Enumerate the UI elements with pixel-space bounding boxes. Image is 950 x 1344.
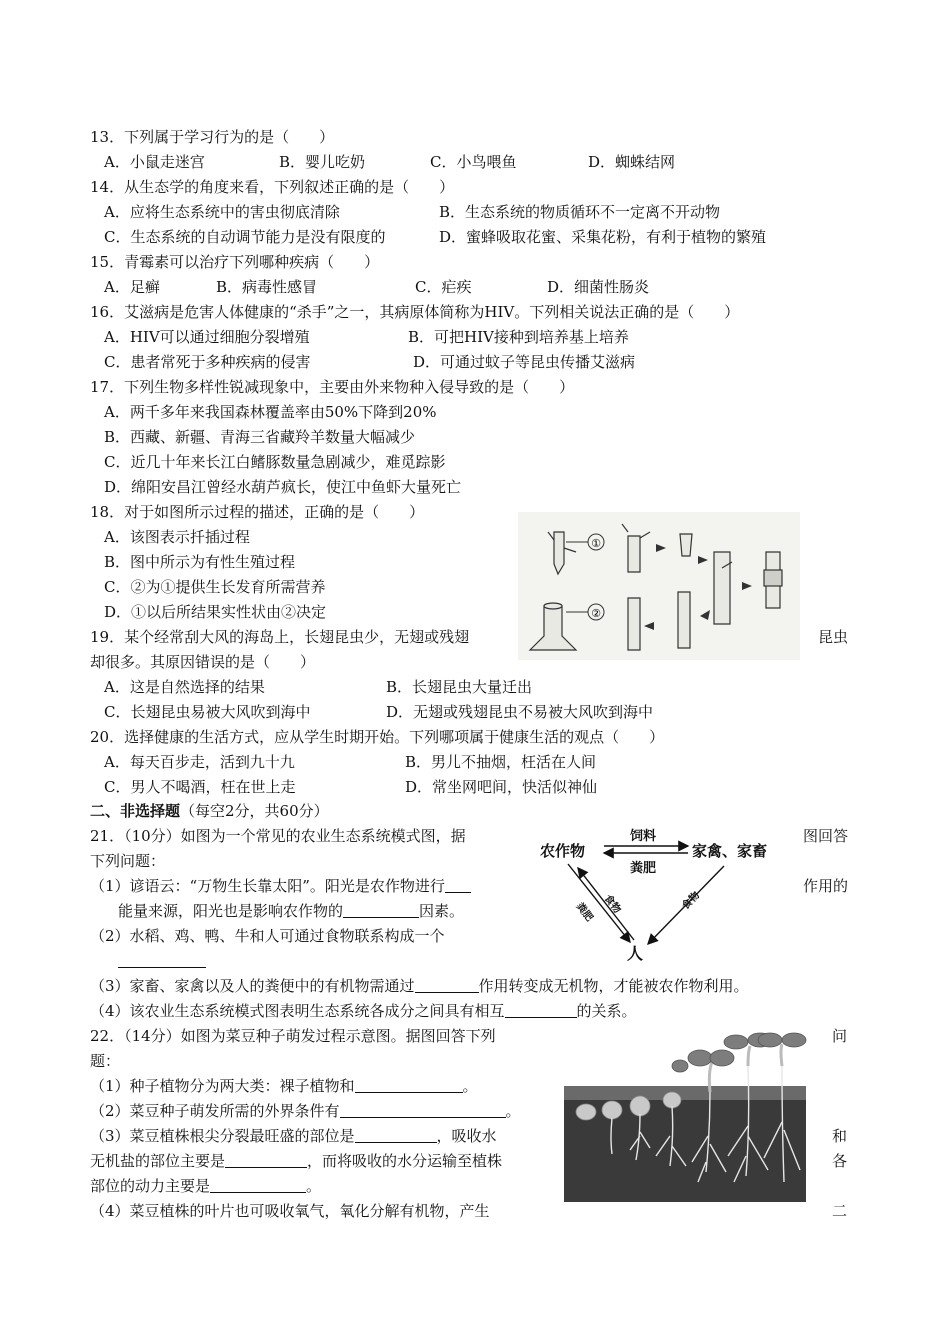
q20-option-b: B．男儿不抽烟，枉活在人间 xyxy=(405,753,597,771)
q22-stem-line1-end: 问 xyxy=(832,1027,848,1045)
q22-p3-end: 。 xyxy=(306,1177,322,1195)
q19-option-b: B．长翅昆虫大量迁出 xyxy=(386,678,533,696)
q19-stem-line1-end: 昆虫 xyxy=(818,628,849,646)
q18-option-d: D．①以后所结果实性状由②决定 xyxy=(104,603,327,621)
q22-p2-text: （2）菜豆种子萌发所需的外界条件有 xyxy=(90,1102,340,1120)
answer-blank[interactable] xyxy=(355,1128,437,1143)
q21-part2: （2）水稻、鸡、鸭、牛和人可通过食物联系构成一个 xyxy=(90,927,445,945)
q22-p1-text: （1）种子植物分为两大类：裸子植物和 xyxy=(90,1077,355,1095)
q19-stem-line1: 19．某个经常刮大风的海岛上，长翅昆虫少，无翅或残翅 xyxy=(90,628,470,646)
q21-stem-line2: 下列问题： xyxy=(90,852,166,870)
q20-option-a: A．每天百步走，活到九十九 xyxy=(104,753,295,771)
q16-option-c: C．患者常死于多种疾病的侵害 xyxy=(104,353,311,371)
q22-p1-end: 。 xyxy=(462,1077,478,1095)
q16-stem: 16．艾滋病是危害人体健康的“杀手”之一，其病原体简称为HIV。下列相关说法正确的是（ ） xyxy=(90,303,740,321)
answer-blank[interactable] xyxy=(340,1103,506,1118)
q21-stem-line1: 21．（10分）如图为一个常见的农业生态系统模式图，据 xyxy=(90,827,466,845)
q18-option-b: B．图中所示为有性生殖过程 xyxy=(104,553,296,571)
q17-option-c: C．近几十年来长江白鳍豚数量急剧减少，难觅踪影 xyxy=(104,453,446,471)
q22-p3-text2: ，吸收水 xyxy=(436,1127,497,1145)
q14-option-d: D．蜜蜂吸取花蜜、采集花粉，有利于植物的繁殖 xyxy=(439,228,767,246)
q22-part1 xyxy=(90,1076,478,1096)
q15-option-c: C．疟疾 xyxy=(415,278,472,296)
q14-option-a: A．应将生态系统中的害虫彻底清除 xyxy=(104,203,340,221)
q21-part4 xyxy=(90,1001,637,1021)
q17-option-b: B．西藏、新疆、青海三省藏羚羊数量大幅减少 xyxy=(104,428,416,446)
q15-option-a: A．足癣 xyxy=(104,278,160,296)
q21-p1-text: （1）谚语云：“万物生长靠太阳”。阳光是农作物进行 xyxy=(90,877,445,895)
node-human: 人 xyxy=(627,944,644,963)
q17-option-d: D．绵阳安昌江曾经水葫芦疯长，使江中鱼虾大量死亡 xyxy=(104,478,462,496)
q19-stem-line2: 却很多。其原因错误的是（ ） xyxy=(90,653,316,671)
answer-blank[interactable] xyxy=(210,1178,306,1193)
q14-stem: 14．从生态学的角度来看，下列叙述正确的是（ ） xyxy=(90,178,455,196)
q22-part4-end: 二 xyxy=(832,1202,848,1220)
edge-food-1: 食物 xyxy=(601,893,623,916)
q22-p3-text3: 无机盐的部位主要是 xyxy=(90,1152,226,1170)
q20-option-d: D．常坐网吧间，快活似神仙 xyxy=(405,778,598,796)
q22-stem-line1: 22．（14分）如图为菜豆种子萌发过程示意图。据图回答下列 xyxy=(90,1027,496,1045)
q13-stem: 13．下列属于学习行为的是（ ） xyxy=(90,128,335,146)
q14-option-c: C．生态系统的自动调节能力是没有限度的 xyxy=(104,228,386,246)
q15-option-b: B．病毒性感冒 xyxy=(216,278,318,296)
answer-blank[interactable] xyxy=(225,1153,307,1168)
edge-food-2: 食物 xyxy=(680,890,703,913)
q17-stem: 17．下列生物多样性锐减现象中，主要由外来物种入侵导致的是（ ） xyxy=(90,378,575,396)
section-heading xyxy=(90,801,329,821)
q21-stem-line1-end: 图回答 xyxy=(803,827,849,845)
node-livestock: 家禽、家畜 xyxy=(692,842,768,860)
q21-part2-blank-line xyxy=(118,951,206,971)
answer-blank[interactable] xyxy=(118,953,206,968)
q18-stem: 18．对于如图所示过程的描述，正确的是（ ） xyxy=(90,503,425,521)
q22-part3-line3 xyxy=(90,1176,321,1196)
q22-p2-end: 。 xyxy=(505,1102,521,1120)
q19-option-d: D．无翅或残翅昆虫不易被大风吹到海中 xyxy=(386,703,654,721)
q22-p3-text4: ，而将吸收的水分运输至植株 xyxy=(307,1152,503,1170)
section-note: （每空2分，共60分） xyxy=(180,802,329,820)
q22-part3-line1-end: 和 xyxy=(832,1127,848,1145)
q20-stem: 20．选择健康的生活方式，应从学生时期开始。下列哪项属于健康生活的观点（ ） xyxy=(90,728,665,746)
q15-stem: 15．青霉素可以治疗下列哪种疾病（ ） xyxy=(90,253,380,271)
node-crops: 农作物 xyxy=(540,842,586,860)
q13-option-b: B．婴儿吃奶 xyxy=(279,153,366,171)
q22-part4: （4）菜豆植株的叶片也可吸收氧气，氧化分解有机物，产生 xyxy=(90,1202,490,1220)
edge-feed: 饲料 xyxy=(630,829,657,844)
q21-p1-end: 因素。 xyxy=(419,902,465,920)
q21-p4-text: （4）该农业生态系统模式图表明生态系统各成分之间具有相互 xyxy=(90,1002,505,1020)
agro-ecosystem-diagram xyxy=(538,824,800,966)
q21-p3-end: 作用转变成无机物，才能被农作物利用。 xyxy=(478,977,749,995)
q21-part1-line2 xyxy=(118,901,464,921)
q22-stem-line2: 题： xyxy=(90,1052,121,1070)
q21-part3 xyxy=(90,976,749,996)
grafting-label-2: ② xyxy=(591,607,601,620)
q18-option-a: A．该图表示扦插过程 xyxy=(104,528,250,546)
q22-part3-line2-end: 各 xyxy=(832,1152,848,1170)
answer-blank[interactable] xyxy=(355,1078,463,1093)
q13-option-a: A．小鼠走迷宫 xyxy=(104,153,205,171)
grafting-figure xyxy=(518,512,800,660)
q19-option-c: C．长翅昆虫易被大风吹到海中 xyxy=(104,703,311,721)
q18-option-c: C．②为①提供生长发育所需营养 xyxy=(104,578,326,596)
q17-option-a: A．两千多年来我国森林覆盖率由50%下降到20% xyxy=(104,403,437,421)
q16-option-a: A．HIV可以通过细胞分裂增殖 xyxy=(104,328,310,346)
q22-part2 xyxy=(90,1101,521,1121)
q20-option-c: C．男人不喝酒，枉在世上走 xyxy=(104,778,296,796)
edge-manure: 粪肥 xyxy=(630,861,657,876)
q21-p4-end: 的关系。 xyxy=(576,1002,637,1020)
q21-part1-line1 xyxy=(90,876,471,896)
q22-part3-line1 xyxy=(90,1126,497,1146)
q15-option-d: D．细菌性肠炎 xyxy=(547,278,650,296)
edge-manure-2: 粪肥 xyxy=(573,901,595,924)
q21-p1-text2: 能量来源，阳光也是影响农作物的 xyxy=(118,902,344,920)
grafting-label-1: ① xyxy=(591,537,601,550)
q13-option-c: C．小鸟喂鱼 xyxy=(430,153,517,171)
q22-p3-text5: 部位的动力主要是 xyxy=(90,1177,211,1195)
q21-p3-text: （3）家畜、家禽以及人的粪便中的有机物需通过 xyxy=(90,977,415,995)
q21-part1-line1-end: 作用的 xyxy=(803,877,849,895)
answer-blank[interactable] xyxy=(445,878,471,893)
answer-blank[interactable] xyxy=(505,1003,577,1018)
section-title: 二、非选择题 xyxy=(90,802,181,820)
answer-blank[interactable] xyxy=(415,978,479,993)
q19-option-a: A．这是自然选择的结果 xyxy=(104,678,265,696)
answer-blank[interactable] xyxy=(343,903,419,918)
q13-option-d: D．蜘蛛结网 xyxy=(588,153,676,171)
q22-part3-line2 xyxy=(90,1151,502,1171)
bean-germination-photo xyxy=(560,1026,810,1206)
q16-option-b: B．可把HIV接种到培养基上培养 xyxy=(408,328,629,346)
q16-option-d: D．可通过蚊子等昆虫传播艾滋病 xyxy=(413,353,636,371)
q22-p3-text: （3）菜豆植株根尖分裂最旺盛的部位是 xyxy=(90,1127,355,1145)
q14-option-b: B．生态系统的物质循环不一定离不开动物 xyxy=(439,203,721,221)
